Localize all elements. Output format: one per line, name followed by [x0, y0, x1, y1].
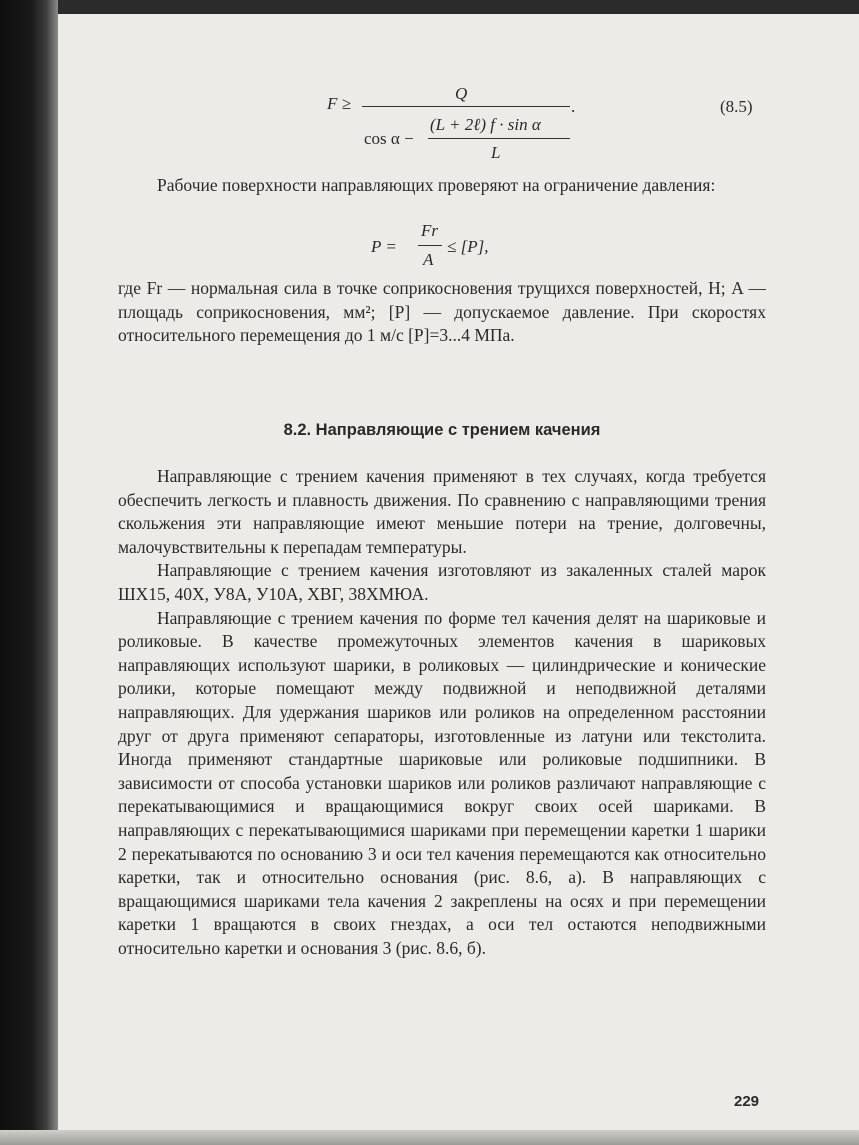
body-paragraph: Направляющие с трением качения изготовляют из закаленных сталей марок ШХ15, 40Х, У8А, У10А, ХВГ, 38ХМЮА. [118, 560, 766, 604]
formula-pressure-lhs: P = [371, 237, 397, 256]
formula-lhs: F ≥ [327, 94, 351, 113]
formula-numerator: Q [455, 84, 468, 103]
scan-top-edge [0, 0, 859, 14]
formula-pressure-fraction-line [418, 245, 442, 246]
formula-pressure-denominator: A [423, 250, 434, 269]
body-text [118, 465, 766, 960]
paragraph-pressure-intro [118, 174, 766, 198]
formula-inner-numerator: (L + 2ℓ) f · sin α [430, 115, 541, 134]
formula-cos-term: cos α − [364, 129, 414, 148]
formula-inner-fraction-line [428, 138, 570, 139]
formula-main-fraction-line [362, 106, 570, 107]
paragraph-text: где Fr — нормальная сила в точке соприкосновения трущихся поверхностей, Н; A — площадь соприкосновения, мм²; [P] — допускаемое давление. При скоростях относительного перемещения до 1 м/с [P]=3...4 МПа. [118, 278, 766, 346]
formula-pressure-numerator: Fr [421, 221, 438, 240]
paragraph-where [118, 277, 766, 348]
scan-bottom-edge [0, 1130, 859, 1145]
formula-number: (8.5) [720, 97, 753, 116]
book-spine-shadow [0, 0, 58, 1145]
formula-pressure-rhs: ≤ [P], [447, 237, 489, 256]
body-paragraph: Направляющие с трением качения по форме тел качения делят на шариковые и роликовые. В качестве промежуточных элементов качения в шариковых направляющих используют шарики, в роликовых — цилиндрические и конические ролики, которые помещают между подвижной и неподвижной деталями направляющих. Для удержания шариков или роликов на определенном расстоянии друг от друга применяют сепараторы, изготовленные из латуни или текстолита. Иногда применяют стандартные шариковые или роликовые подшипники. В зависимости от способа установки шариков или роликов различают направляющие с перекатывающимися и вращающимися вокруг своих осей шариками. В направляющих с перекатывающимися шариками при перемещении каретки 1 шарики 2 перекатываются по основанию 3 и оси тел качения перемещаются как относительно каретки, так и относительно основания (рис. 8.6, а). В направляющих с вращающимися шариками тела качения 2 закреплены на осях и при перемещении каретки 1 вращаются в своих гнездах, а оси тел остаются неподвижными относительно каретки и основания 3 (рис. 8.6, б). [118, 607, 766, 958]
section-heading: 8.2. Направляющие с трением качения [283, 421, 601, 439]
body-paragraph: Направляющие с трением качения применяют в тех случаях, когда требуется обеспечить легкость и плавность движения. По сравнению с направляющими трения скольжения эти направляющие имеют меньшие потери на трение, долговечны, малочувствительны к перепадам температуры. [118, 466, 766, 557]
formula-inner-denominator: L [491, 143, 501, 162]
paragraph-text: Рабочие поверхности направляющих проверяют на ограничение давления: [157, 175, 716, 195]
formula-trailing-dot: . [571, 97, 576, 116]
page-number: 229 [734, 1093, 760, 1110]
